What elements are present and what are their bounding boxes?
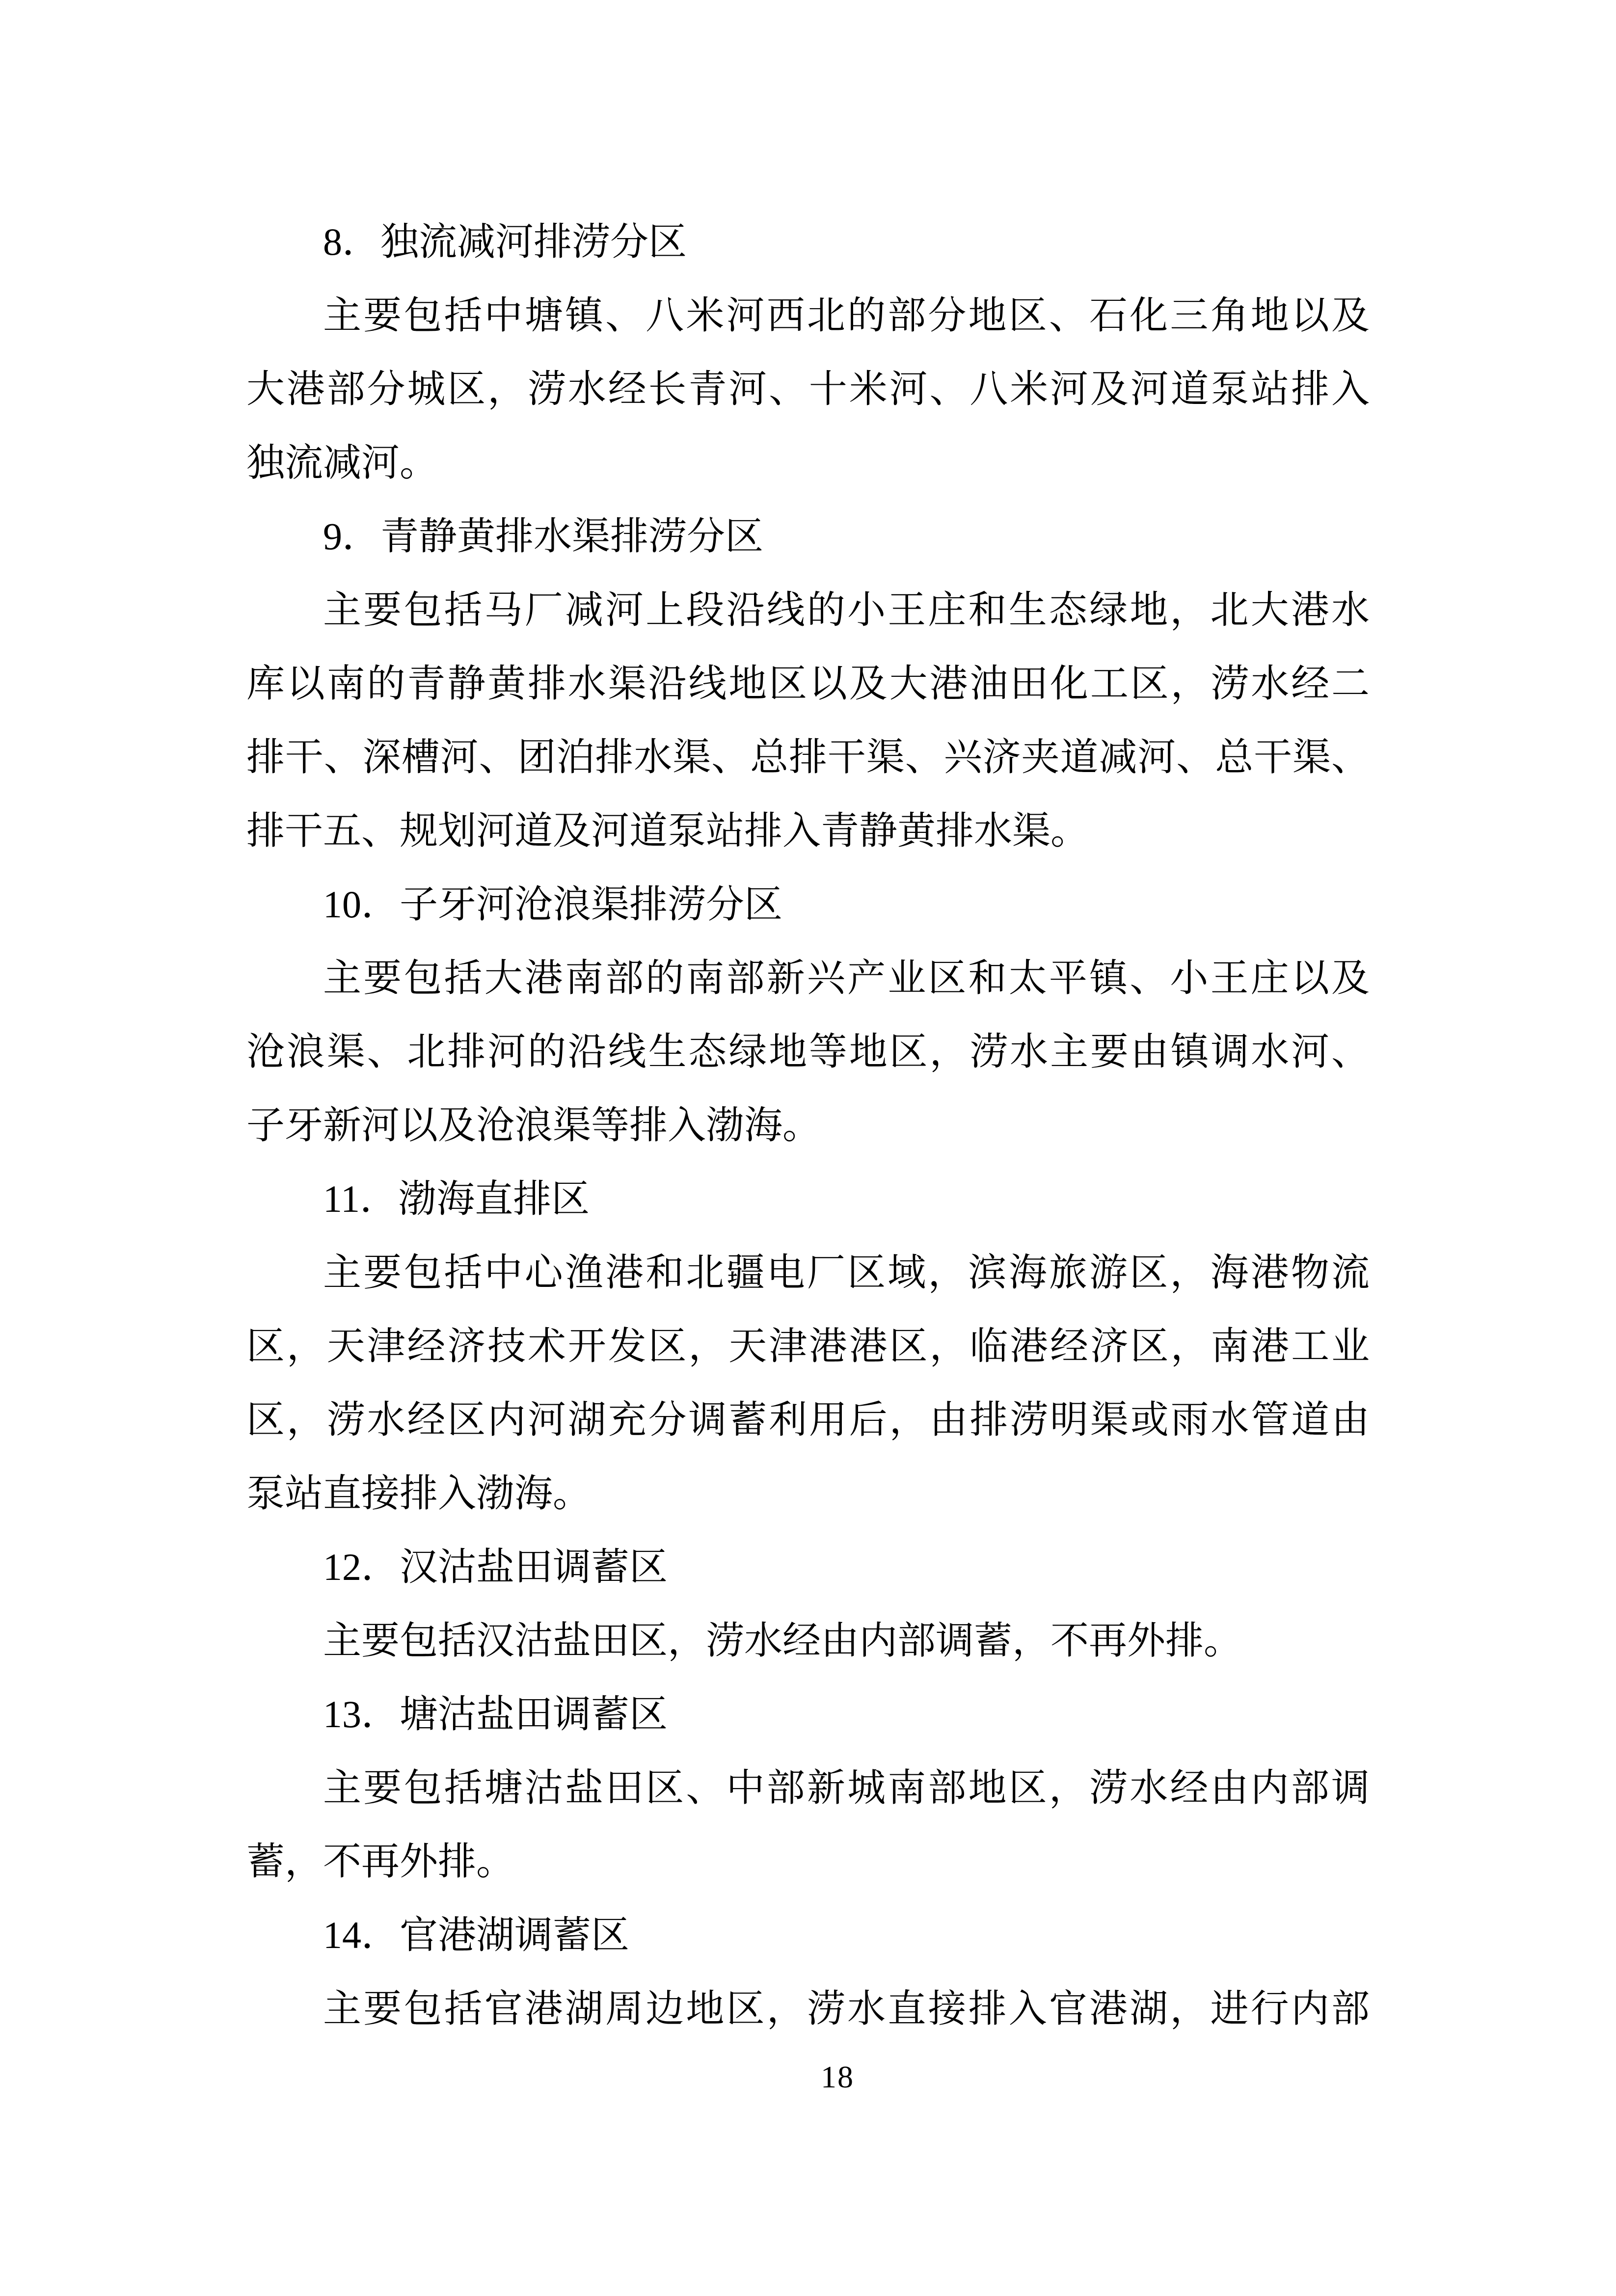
text-line: 独流减河。: [246, 441, 438, 484]
section-heading-10: 10．子牙河沧浪渠排涝分区: [323, 883, 783, 926]
page-number: 18: [821, 2059, 854, 2094]
text-line: 主要包括马厂减河上段沿线的小王庄和生态绿地，北大港水: [323, 588, 1370, 631]
text-line: 沧浪渠、北排河的沿线生态绿地等地区，涝水主要由镇调水河、: [246, 1030, 1370, 1073]
text-line: 主要包括塘沽盐田区、中部新城南部地区，涝水经由内部调: [323, 1766, 1370, 1809]
document-body: [246, 205, 1370, 2046]
text-line: 主要包括大港南部的南部新兴产业区和太平镇、小王庄以及: [323, 957, 1370, 999]
text-line: 泵站直接排入渤海。: [246, 1472, 592, 1515]
text-line: 区，涝水经区内河湖充分调蓄利用后，由排涝明渠或雨水管道由: [246, 1398, 1370, 1441]
section-heading-9: 9．青静黄排水渠排涝分区: [323, 515, 764, 558]
text-line: 库以南的青静黄排水渠沿线地区以及大港油田化工区，涝水经二: [246, 662, 1370, 705]
text-line: 排干、深槽河、团泊排水渠、总排干渠、兴济夹道减河、总干渠、: [246, 736, 1370, 778]
section-heading-8: 8．独流减河排涝分区: [323, 220, 687, 263]
text-line: 排干五、规划河道及河道泵站排入青静黄排水渠。: [246, 809, 1089, 852]
section-heading-11: 11．渤海直排区: [323, 1177, 590, 1220]
text-line: 主要包括官港湖周边地区，涝水直接排入官港湖，进行内部: [323, 1987, 1370, 2030]
section-heading-13: 13．塘沽盐田调蓄区: [323, 1693, 668, 1735]
text-line: 大港部分城区，涝水经长青河、十米河、八米河及河道泵站排入: [246, 368, 1370, 410]
text-line: 蓄，不再外排。: [246, 1840, 515, 1883]
section-heading-14: 14．官港湖调蓄区: [323, 1914, 630, 1956]
section-heading-12: 12．汉沽盐田调蓄区: [323, 1546, 668, 1588]
text-line: 主要包括中塘镇、八米河西北的部分地区、石化三角地以及: [323, 294, 1370, 337]
text-line: 主要包括汉沽盐田区，涝水经由内部调蓄，不再外排。: [323, 1619, 1242, 1662]
text-line: 主要包括中心渔港和北疆电厂区域，滨海旅游区，海港物流: [323, 1251, 1370, 1294]
text-line: 区，天津经济技术开发区，天津港港区，临港经济区，南港工业: [246, 1325, 1370, 1367]
text-line: 子牙新河以及沧浪渠等排入渤海。: [246, 1104, 821, 1147]
